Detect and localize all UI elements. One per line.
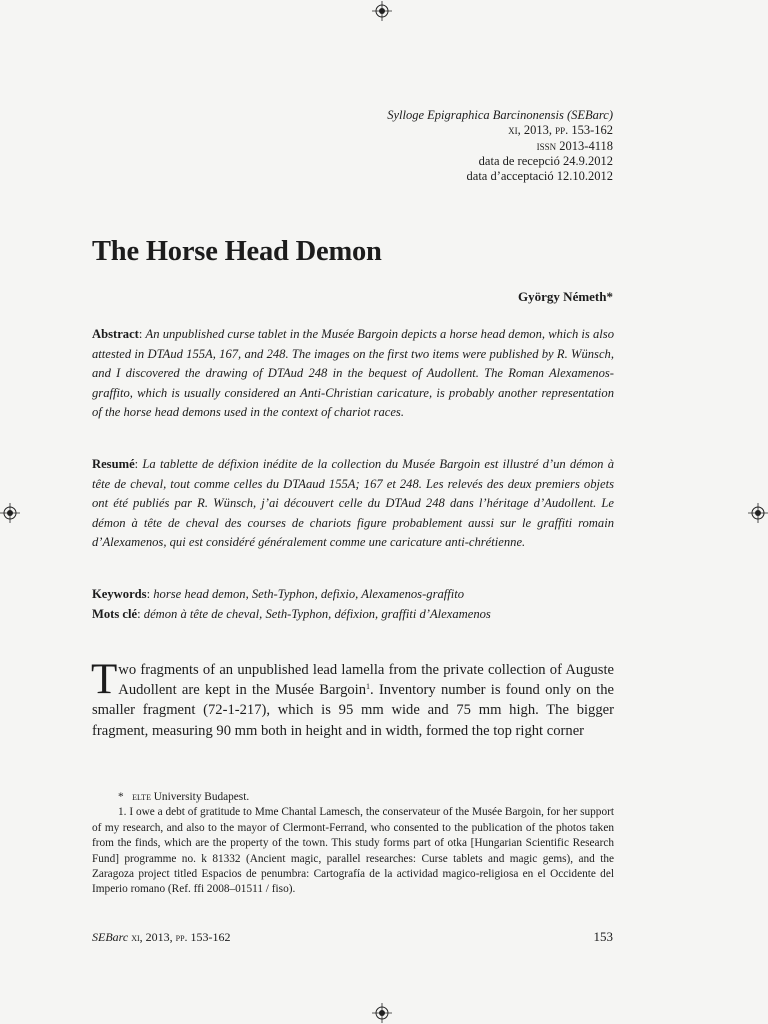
page-number: 153 — [593, 929, 613, 944]
body-paragraph — [91, 656, 614, 741]
abstract-label: Abstract — [92, 327, 139, 341]
footnote-mark: * — [118, 791, 124, 803]
mots-cle-label: Mots clé — [92, 606, 138, 621]
running-footer — [92, 930, 231, 945]
registration-mark-icon — [0, 503, 20, 523]
registration-mark-icon — [372, 1003, 392, 1023]
footer-info: xi, 2013, pp. 153-162 — [128, 930, 231, 944]
footnote-affiliation-abbr: elte — [132, 791, 151, 803]
mots-cle: Mots clé: démon à tête de cheval, Seth-Typhon, défixion, graffiti d’Alexamenos — [92, 606, 491, 621]
drop-cap: T — [91, 656, 118, 703]
resume-label: Resumé — [92, 457, 135, 471]
journal-name: Sylloge Epigraphica Barcinonensis (SEBarc) — [387, 108, 613, 122]
footnote-1: 1. I owe a debt of gratitude to Mme Chantal Lamesch, the conservateur of the Musée Bargoin, for her support of my research, and also to the mayor of Clermont-Ferrand, who consented to the publication of the photos taken from the finds, which are the property of the town. This study forms part of otka [Hungarian Scientific Research Fund] programme no. k 81332 (Ancient magic, parallel researches: Curse tablets and magic gems), and the Zaragoza project titled Espacios de penumbra: Cartografía de la actividad magico-religiosa en el Occidente del Imperio romano (Ref. ffi 2008–01511 / fiso). — [92, 806, 614, 896]
abstract-text: An unpublished curse tablet in the Musée Bargoin depicts a horse head demon, which is also attested in DTAud 155A, 167, and 248. The images on the first two items were published by R. Wünsch, and I discovered the drawing of DTAud 248 in the bequest of Audollent. The Roman Alexamenos-graffito, which is usually considered an Anti-Christian caricature, is probably another representation of the horse head demons used in the context of chariot races. — [92, 327, 614, 419]
received-date: data de recepció 24.9.2012 — [478, 153, 613, 168]
keywords-label: Keywords — [92, 587, 147, 601]
footnote-affiliation: University Budapest. — [150, 791, 250, 803]
body-text-part1: wo fragments of an unpublished lead lamella from the private collection of Auguste Audollent are kept in the Musée Bargoin — [118, 662, 614, 699]
keywords-text: horse head demon, Seth-Typhon, defixio, Alexamenos-graffito — [153, 587, 465, 601]
journal-info — [387, 108, 613, 184]
footnotes — [92, 790, 614, 898]
accepted-date: data d’acceptació 12.10.2012 — [466, 169, 613, 184]
footer-journal-abbr: SEBarc — [92, 930, 129, 944]
resume: Resumé: La tablette de défixion inédite de la collection du Musée Bargoin est illustré d’un démon à tête de cheval, tout comme celles du DTAaud 155A; 167 et 248. Les relevés des deux premiers objets ont été publiés par R. Wünsch, j’ai découvert celle du DTAud 248 dans l’héritage d’Audollent. Le démon à tête de cheval des courses de chariots figure probablement aussi sur le graffiti romain d’Alexamenos, qui est considéré généralement comme une caricature anti-chrétienne. — [92, 457, 615, 549]
author-name: György Németh* — [518, 289, 613, 304]
footnote-ref[interactable]: 1 — [366, 682, 371, 692]
keywords-section — [92, 585, 614, 624]
registration-mark-icon — [372, 1, 392, 21]
resume-text: La tablette de défixion inédite de la collection du Musée Bargoin est illustré d’un démon à tête de cheval, tout comme celles du DTAaud 155A; 167 et 248. Les relevés des deux premiers objets ont été publiés par R. Wünsch, j’ai découvert celle du DTAud 248 dans l’héritage d’Audollent. Le démon à tête de cheval des courses de chariots figure probablement aussi sur le graffiti romain d’Alexamenos, qui est considéré généralement comme une caricature anti-chrétienne. — [92, 457, 615, 549]
body-text-part2: . Inventory number is found only on the smaller fragment (72-1-217), which is 95 mm wide and 75 mm high. The bigger fragment, measuring 90 mm both in height and in width, formed the top right corner — [92, 682, 614, 739]
journal-issn: issn 2013-4118 — [536, 138, 613, 153]
mots-cle-text: démon à tête de cheval, Seth-Typhon, défixion, graffiti d’Alexamenos — [143, 606, 491, 621]
footnote-author — [92, 790, 614, 805]
page-title: The Horse Head Demon — [92, 236, 382, 267]
registration-mark-icon — [748, 503, 768, 523]
keywords: Keywords: horse head demon, Seth-Typhon, defixio, Alexamenos-graffito — [92, 587, 465, 601]
abstract: Abstract: An unpublished curse tablet in the Musée Bargoin depicts a horse head demon, which is also attested in DTAud 155A, 167, and 248. The images on the first two items were published by R. Wünsch, and I discovered the drawing of DTAud 248 in the bequest of Audollent. The Roman Alexamenos-graffito, which is usually considered an Anti-Christian caricature, is probably another representation of the horse head demons used in the context of chariot races. — [92, 327, 614, 419]
journal-volume: xi, 2013, pp. 153-162 — [508, 123, 613, 138]
